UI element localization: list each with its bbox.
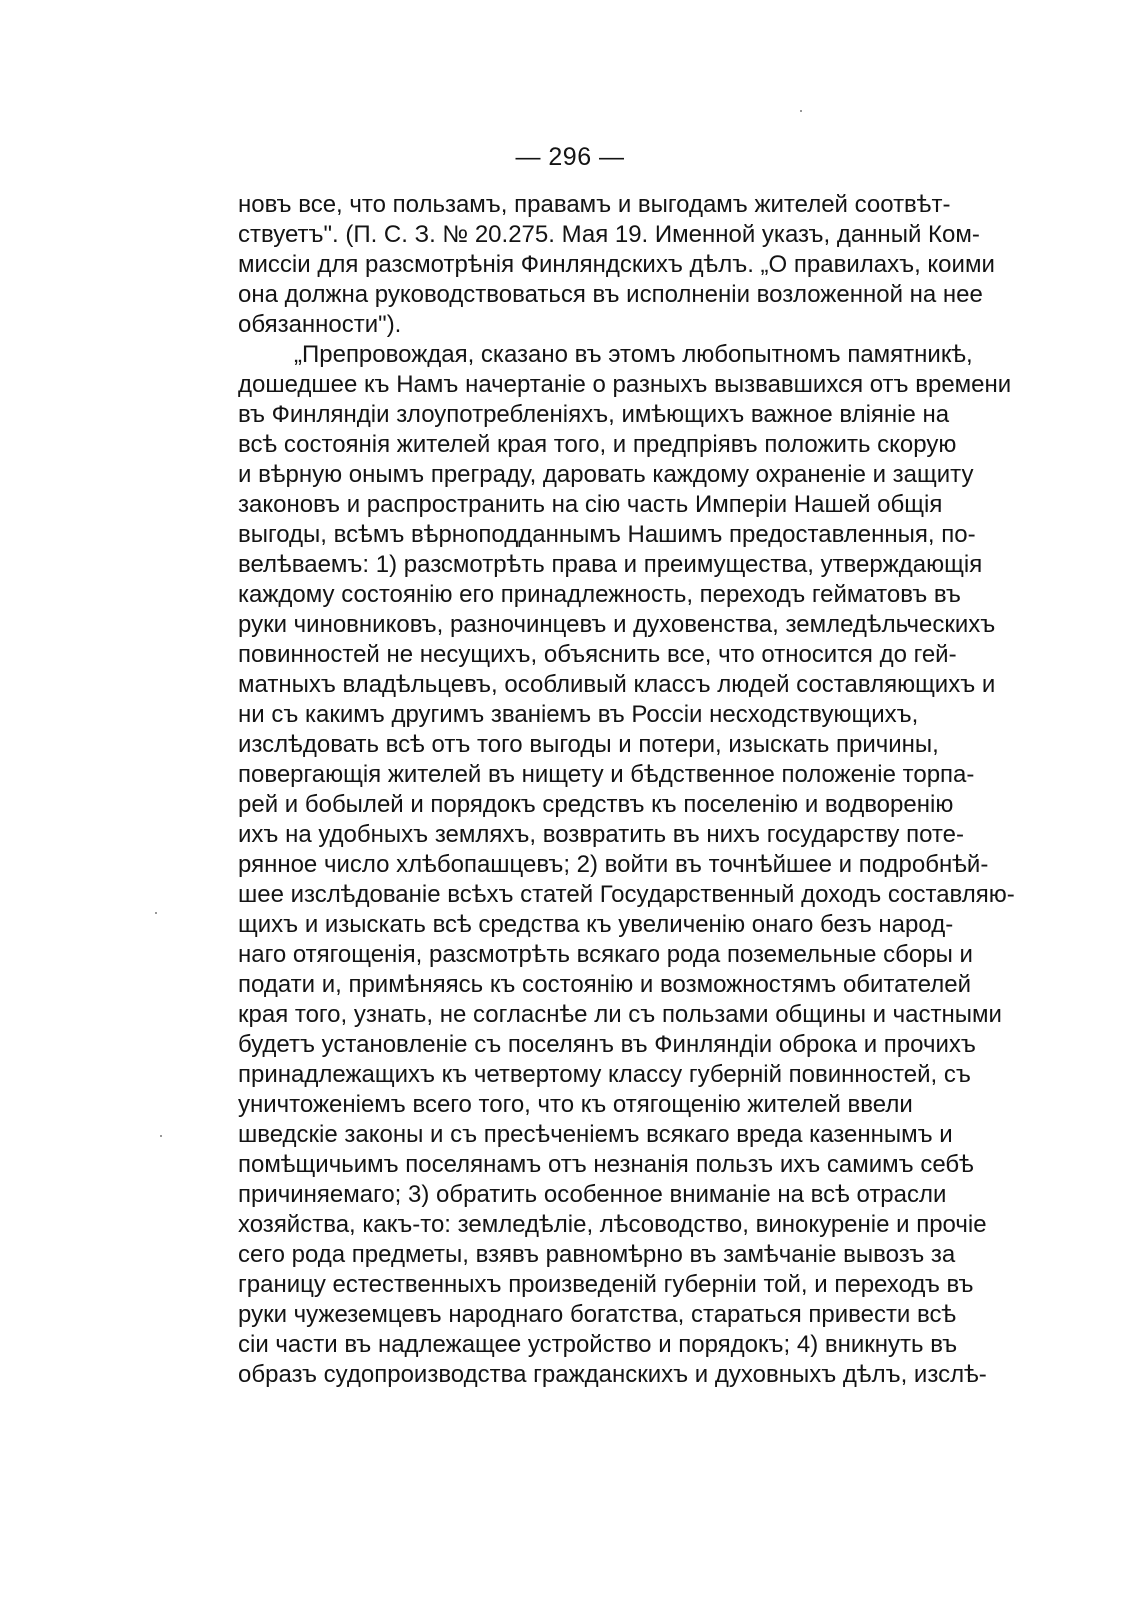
text-line: шведскіе законы и съ пресѣченіемъ всякаго вреда казеннымъ и (238, 1121, 953, 1148)
text-line: ствуетъ". (П. С. З. № 20.275. Мая 19. Именной указъ, данный Ком- (238, 221, 980, 248)
text-line: она должна руководствоваться въ исполненіи возложенной на нее (238, 281, 983, 308)
text-line: руки чужеземцевъ народнаго богатства, стараться привести всѣ (238, 1301, 957, 1328)
text-line: каждому состоянію его принадлежность, переходъ гейматовъ въ (238, 581, 961, 608)
text-line: границу естественныхъ произведеній губерніи той, и переходъ въ (238, 1271, 974, 1298)
text-line: новъ все, что пользамъ, правамъ и выгодамъ жителей соотвѣт- (238, 191, 951, 218)
text-line: „Препровождая, сказано въ этомъ любопытномъ памятникѣ, (294, 341, 973, 368)
text-line: матныхъ владѣльцевъ, особливый классъ людей составляющихъ и (238, 671, 996, 698)
text-line: ни съ какимъ другимъ званіемъ въ Россіи несходствующихъ, (238, 701, 919, 728)
text-line: повинностей не несущихъ, объяснить все, что относится до гей- (238, 641, 957, 668)
text-line: образъ судопроизводства гражданскихъ и духовныхъ дѣлъ, изслѣ- (238, 1361, 987, 1388)
text-line: рей и бобылей и порядокъ средствъ къ поселенію и водворенію (238, 791, 954, 818)
text-line: края того, узнать, не согласнѣе ли съ пользами общины и частными (238, 1001, 1002, 1028)
text-line: принадлежащихъ къ четвертому классу губерній повинностей, съ (238, 1061, 971, 1088)
text-line: миссіи для разсмотрѣнія Финляндскихъ дѣлъ. „О правилахъ, коими (238, 251, 995, 278)
text-line: изслѣдовать всѣ отъ того выгоды и потери, изыскать причины, (238, 731, 939, 758)
text-line: велѣваемъ: 1) разсмотрѣть права и преимущества, утверждающія (238, 551, 983, 578)
text-line: причиняемаго; 3) обратить особенное вниманіе на всѣ отрасли (238, 1181, 947, 1208)
text-line: руки чиновниковъ, разночинцевъ и духовенства, земледѣльческихъ (238, 611, 996, 638)
text-line: уничтоженіемъ всего того, что къ отягощенію жителей ввели (238, 1091, 913, 1118)
text-line: выгоды, всѣмъ вѣрноподданнымъ Нашимъ предоставленныя, по- (238, 521, 976, 548)
body-text (238, 190, 1028, 1390)
text-line: повергающія жителей въ нищету и бѣдственное положеніе торпа- (238, 761, 975, 788)
text-line: рянное число хлѣбопашцевъ; 2) войти въ точнѣйшее и подробнѣй- (238, 851, 989, 878)
text-line: и вѣрную онымъ преграду, даровать каждому охраненіе и защиту (238, 461, 974, 488)
text-line: шее изслѣдованіе всѣхъ статей Государственный доходъ составляю- (238, 881, 1015, 908)
text-line: законовъ и распространить на сію часть Имперіи Нашей общія (238, 491, 943, 518)
page-number: — 296 — (515, 143, 625, 171)
text-line: будетъ установленіе съ поселянъ въ Финляндіи оброка и прочихъ (238, 1031, 976, 1058)
text-line: сего рода предметы, взявъ равномѣрно въ замѣчаніе вывозъ за (238, 1241, 956, 1268)
scan-speck (800, 110, 802, 112)
scan-speck (160, 1135, 162, 1137)
text-line: всѣ состоянія жителей края того, и предпріявъ положить скорую (238, 431, 957, 458)
text-line: въ Финляндіи злоупотребленіяхъ, имѣющихъ важное вліяніе на (238, 401, 950, 428)
text-line: наго отягощенія, разсмотрѣть всякаго рода поземельные сборы и (238, 941, 973, 968)
text-line: дошедшее къ Намъ начертаніе о разныхъ вызвавшихся отъ времени (238, 371, 1012, 398)
text-line: хозяйства, какъ-то: земледѣліе, лѣсоводство, винокуреніе и прочіе (238, 1211, 987, 1238)
text-line: ихъ на удобныхъ земляхъ, возвратить въ нихъ государству поте- (238, 821, 964, 848)
text-line: сіи части въ надлежащее устройство и порядокъ; 4) вникнуть въ (238, 1331, 958, 1358)
text-line: обязанности"). (238, 311, 402, 338)
paragraph-2 (238, 340, 1028, 1390)
text-line: щихъ и изыскать всѣ средства къ увеличенію онаго безъ народ- (238, 911, 954, 938)
scan-speck (155, 912, 157, 914)
text-line: помѣщичьимъ поселянамъ отъ незнанія пользъ ихъ самимъ себѣ (238, 1151, 974, 1178)
text-line: подати и, примѣняясь къ состоянію и возможностямъ обитателей (238, 971, 972, 998)
paragraph-1 (238, 190, 1028, 340)
